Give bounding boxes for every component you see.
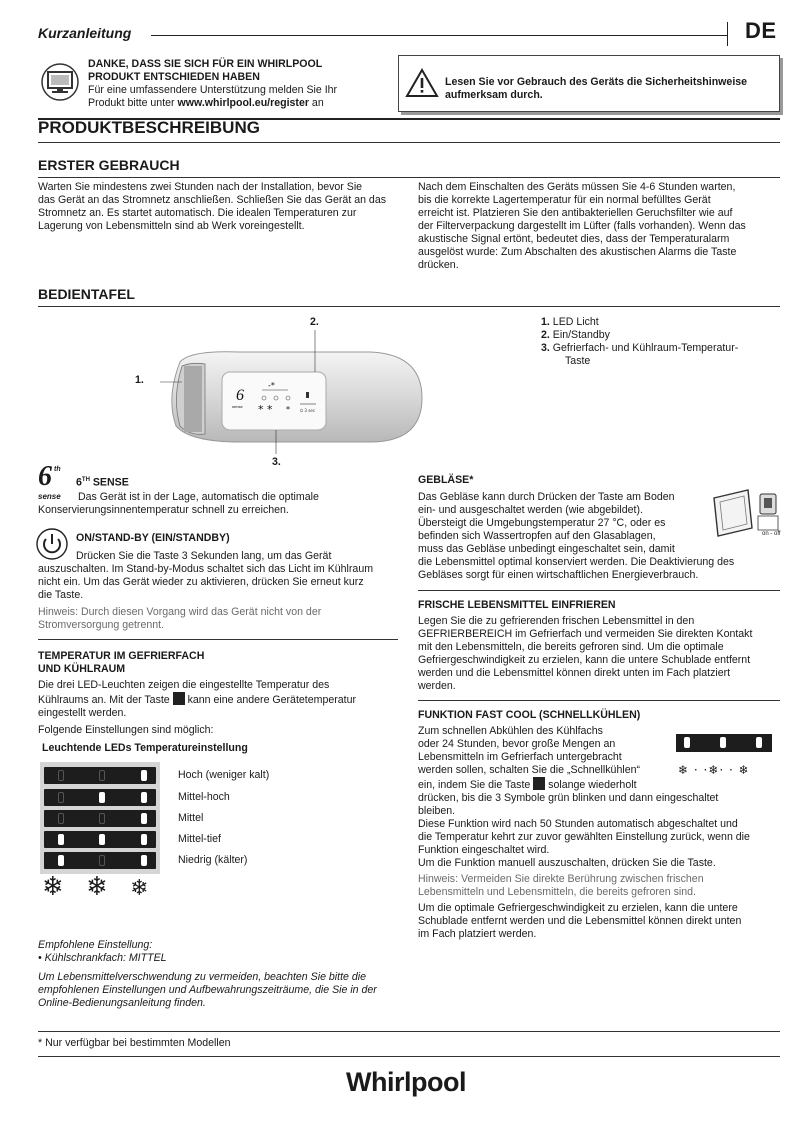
snowflake-icon: ❄ (86, 872, 108, 902)
svg-text:* *: * * (258, 403, 273, 416)
fastcool-rule (418, 700, 780, 701)
thanks-line3: Für eine umfassendere Unterstützung melden Sie Ihr (88, 84, 338, 96)
header-divider (727, 22, 728, 46)
led-row (44, 767, 156, 784)
onstandby-note: Hinweis: Durch diesen Vorgang wird das Gerät nicht von der Stromversorgung getrennt. (38, 606, 322, 631)
led-row (44, 852, 156, 869)
led-on (141, 813, 147, 824)
geblaese-title: GEBLÄSE* (418, 474, 474, 486)
led-label-2: Mittel (178, 812, 204, 824)
recommend-title: Empfohlene Einstellung: (38, 939, 153, 951)
fastcool-led (756, 737, 762, 748)
erster-right-text: Nach dem Einschalten des Geräts müssen Sie 4-6 Stunden warten, bis die korrekte Lagertemperatur für ein normal befülltes Gerät erreicht ist. Platzieren Sie den antibakteriellen Geruchsfilter wie auf der Filterverpackung dargestellt im Lüfter (falls vorhanden). Wenn das akustische Signal ertönt, bedeutet dies, dass der Temperaturalarm ausgelöst wurde: Zum Abschalten des akustischen Alarms die Taste drücken. (418, 181, 746, 271)
svg-text:-*: -* (268, 381, 275, 390)
callout-1: 1. (135, 374, 144, 386)
led-row (44, 831, 156, 848)
led-on (141, 834, 147, 845)
thanks-block (88, 58, 388, 110)
bedien-title: BEDIENTAFEL (38, 286, 135, 302)
onstandby-body: Drücken Sie die Taste 3 Sekunden lang, um das Gerät auszuschalten. Im Stand-by-Modus schaltet sich das Licht im Kühlraum nicht ein. Um das Gerät wieder zu aktivieren, drücken Sie erneut kurz die Taste. (38, 550, 374, 601)
led-off (58, 813, 64, 824)
footer-rule-top (38, 1031, 780, 1032)
register-link[interactable]: www.whirlpool.eu/register (177, 97, 309, 109)
panel-legend: 1. LED Licht 2. Ein/Standby 3. Gefrierfach- und Kühlraum-Temperatur- Taste (541, 316, 739, 367)
led-off (99, 770, 105, 781)
bedien-rule (38, 306, 780, 307)
svg-text:sense: sense (232, 404, 243, 409)
led-on (99, 792, 105, 803)
led-off (58, 770, 64, 781)
erster-title: ERSTER GEBRAUCH (38, 157, 180, 173)
led-row (44, 789, 156, 806)
language-code: DE (745, 18, 777, 43)
sixth-title: 6TH SENSE (76, 476, 129, 489)
led-on (99, 834, 105, 845)
frische-rule (418, 590, 780, 591)
led-on (58, 834, 64, 845)
fastcool-button-icon (533, 777, 545, 790)
temp-button-icon (173, 692, 185, 705)
led-label-3: Mittel-tief (178, 833, 221, 845)
thanks-line4: Produkt bitte unter www.whirlpool.eu/register an (88, 97, 324, 109)
recommend-item: • Kühlschrankfach: MITTEL (38, 952, 167, 964)
warning-icon (405, 68, 439, 98)
frische-title: FRISCHE LEBENSMITTEL EINFRIEREN (418, 599, 616, 611)
callout-2: 2. (310, 316, 319, 328)
fastcool-led-bar (676, 734, 772, 752)
led-on (141, 770, 147, 781)
frische-body: Legen Sie die zu gefrierenden frischen Lebensmittel in den GEFRIERBEREICH im Gefrierfach und vermeiden Sie direkten Kontakt mit den Lebensmitteln, die bereits gefroren sind. Um die optimale Gefriergeschwindigkeit zu erzielen, kann die untere Schublade entfernt werden und die Lebensmittel können direkt unten im Fach platziert werden. (418, 615, 753, 692)
waste-text: Um Lebensmittelverschwendung zu vermeiden, beachten Sie bitte die empfohlenen Einstellungen und Aufbewahrungszeiträume, die Sie in der Online-Bedienungsanleitung finden. (38, 971, 377, 1009)
led-off (99, 813, 105, 824)
geblaese-body: Das Gebläse kann durch Drücken der Taste am Boden ein- und ausgeschaltet werden (wie abgebildet). Übersteigt die Umgebungstemperatur 27 °C, oder es befinden sich Wassertropfen auf den Glasablagen, muss das Gebläse unbedingt eingeschaltet sein, damit die Lebensmittel optimal konserviert werden. Die Deaktivierung des Gebläses sorgt für einen wirtschaftlichen Energieverbrauch. (418, 491, 735, 581)
warning-text: Lesen Sie vor Gebrauch des Geräts die Sicherheitshinweise aufmerksam durch. (445, 76, 748, 101)
produkt-title: PRODUKTBESCHREIBUNG (38, 118, 260, 137)
temp-rule (38, 639, 398, 640)
sixth-body: Das Gerät ist in der Lage, automatisch die optimale Konservierungsinnentemperatur schnell zu erreichen. (38, 491, 319, 516)
fastcool-title: FUNKTION FAST COOL (SCHNELLKÜHLEN) (418, 709, 641, 721)
control-panel-illustration (160, 330, 430, 456)
erster-left-text: Warten Sie mindestens zwei Stunden nach der Installation, bevor Sie das Gerät an das Stromnetz anschließen. Schließen Sie das Gerät an das Stromnetz an. Es startet automatisch. Die idealen Temperaturen zur Lagerung von Lebensmitteln sind ab Werk voreingestellt. (38, 181, 387, 232)
led-on (141, 792, 147, 803)
svg-text:⏻ 3 sec: ⏻ 3 sec (300, 408, 315, 413)
temp-body: Die drei LED-Leuchten zeigen die eingestellte Temperatur des Kühlraums an. Mit der Taste kann eine andere Gerätetemperatur eingestellt werden. Folgende Einstellungen sind möglich: (38, 679, 357, 736)
snowflake-icons (42, 872, 149, 904)
led-row (44, 810, 156, 827)
temp-title: TEMPERATUR IM GEFRIERFACH UND KÜHLRAUM (38, 650, 205, 675)
thanks-line1: DANKE, DASS SIE SICH FÜR EIN WHIRLPOOL (88, 58, 323, 70)
erster-rule (38, 177, 780, 178)
led-label-1: Mittel-hoch (178, 791, 230, 803)
led-label-4: Niedrig (kälter) (178, 854, 248, 866)
fastcool-body: Zum schnellen Abkühlen des Kühlfachs oder 24 Stunden, bevor große Mengen an Lebensmitteln im Gefrierfach untergebracht werden sollen, schalten Sie die „Schnellkühlen“ ein, indem Sie die Taste solange wiederholt drücken, bis die 3 Symbole grün blinken und dann eingeschaltet bleiben. Diese Funktion wird nach 50 Stunden automatisch abgeschaltet und die Temperatur kehrt zur zuvor gewählten Einstellung zurück, wenn die Funktion eingeschaltet wird. Um die Funktion manuell auszuschalten, drücken Sie die Taste. Hinweis: Vermeiden Sie direkte Berührung zwischen frischen Lebensmitteln und Lebensmitteln, die bereits gefroren sind. Um die optimale Gefriergeschwindigkeit zu erzielen, kann die untere Schublade entfernt werden und die Lebensmittel können direkt unten im Fach platziert werden. (418, 725, 750, 940)
led-off (99, 855, 105, 866)
svg-text:*: * (286, 405, 290, 414)
led-label-0: Hoch (weniger kalt) (178, 769, 270, 781)
svg-text:6: 6 (236, 387, 244, 404)
fastcool-snowflake-icons: ❄ · ·❄· · ❄ (678, 763, 750, 777)
led-on (141, 855, 147, 866)
header-title: Kurzanleitung (38, 25, 132, 41)
onstandby-title: ON/STAND-BY (EIN/STANDBY) (76, 532, 230, 544)
fastcool-led (684, 737, 690, 748)
whirlpool-logo: Whirlpool (346, 1067, 466, 1097)
fastcool-led (720, 737, 726, 748)
snowflake-icon: ❄ (130, 876, 149, 901)
snowflake-icon: ❄ (42, 872, 64, 902)
led-table-head: Leuchtende LEDs Temperatureinstellung (42, 742, 248, 754)
footer-rule-bottom (38, 1056, 780, 1057)
thanks-line2: PRODUKT ENTSCHIEDEN HABEN (88, 71, 260, 83)
led-on (58, 855, 64, 866)
monitor-icon (41, 63, 79, 101)
header-rule (151, 35, 728, 36)
fan-switch-label: on - off (762, 531, 781, 537)
section-rule-bottom (38, 142, 780, 143)
led-off (58, 792, 64, 803)
callout-3: 3. (272, 456, 281, 468)
safety-warning-box (398, 55, 780, 112)
sixth-sense-logo: 6 th sense (38, 461, 61, 501)
footer-note: * Nur verfügbar bei bestimmten Modellen (38, 1037, 231, 1049)
